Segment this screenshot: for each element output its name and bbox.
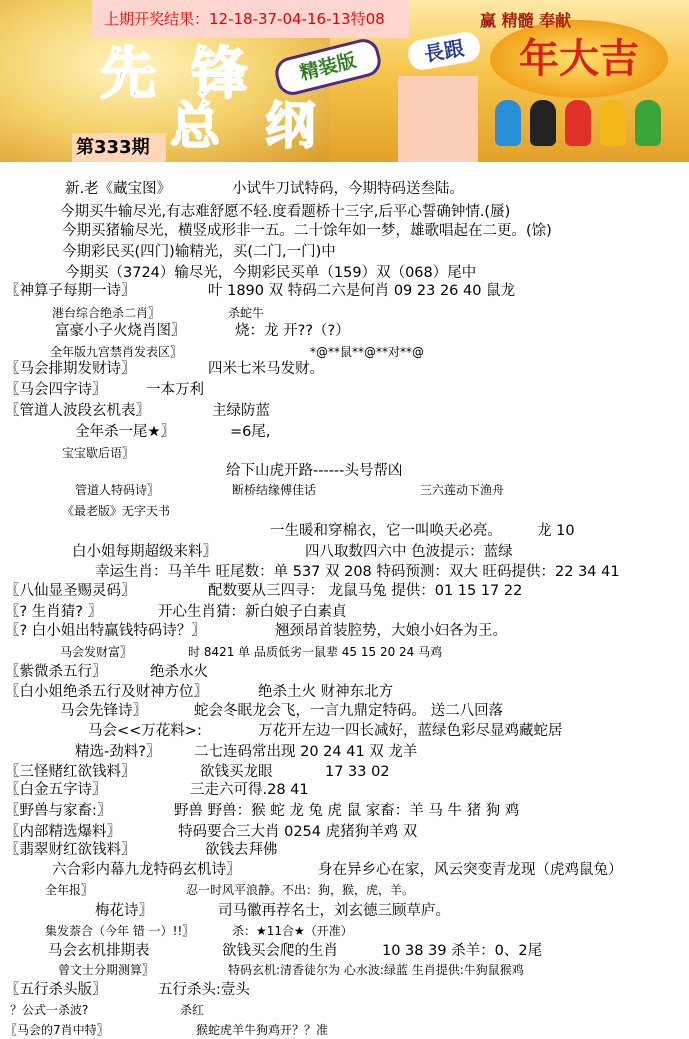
last-result: 上期开奖结果：12-18-37-04-16-13特08: [92, 0, 409, 38]
line-label: ？公式一杀波?: [10, 1003, 89, 1017]
issue-number: 第333期: [72, 133, 166, 162]
line-label: 精选-劲料?〗: [75, 744, 161, 760]
line-content: 杀：★11合★（开准）: [232, 924, 353, 938]
line-content: 10 38 39 杀羊：0、2尾: [382, 943, 543, 959]
line-label: 集发萘合（今年 错 一）!!〗: [45, 924, 195, 938]
line-label: 〖马会四字诗〗: [5, 382, 107, 398]
line-content: 忍一时风平浪静。不出：狗，猴，虎，羊。: [186, 883, 415, 897]
line-label: 富豪小子火烧肖图〗: [55, 323, 186, 339]
line-content: 三走六可得.28 41: [190, 782, 309, 798]
line-content: 特码要合三大肖 0254 虎猪狗羊鸡 双: [178, 824, 418, 840]
line-label: 〖管道人波段玄机表〗: [5, 403, 150, 419]
line-label: 《最老版》无字天书: [62, 504, 171, 518]
line-label: 白小姐每期超级来料〗: [72, 544, 217, 560]
line-label: 马会发财富〗: [60, 645, 133, 659]
line-content: 猴蛇虎羊牛狗鸡开？？准: [196, 1023, 329, 1037]
line-label: 一生暖和穿棉衣，它一叫唤天必亮。: [270, 523, 502, 539]
line-content: 叶 1890 双 特码二六是何肖 09 23 26 40 鼠龙: [208, 283, 516, 299]
line-content: 杀蛇牛: [228, 306, 265, 320]
banner-slogan: 赢 精髓 奉献: [480, 11, 572, 30]
line-content: 开心生肖猜：新白娘子白素貞: [158, 604, 347, 620]
line-label: 新.老《藏宝图》: [65, 181, 172, 197]
banner-title-line1: 先 锋: [100, 41, 256, 107]
line-content: 五行杀头:壹头: [158, 982, 250, 998]
line-content: 特码玄机:清香徒尔为 心水波:绿蓝 生肖提供:牛狗鼠猴鸡: [228, 963, 524, 977]
line-label: 〖神算子每期一诗〗: [5, 283, 136, 299]
line-content: 四米七米马发财。: [208, 361, 324, 377]
new-year-oval: 年大吉: [490, 20, 668, 98]
line-label: 港台综合绝杀二肖〗: [52, 306, 161, 320]
line-label: 今期买牛输尽光,有志难舒愿不轻.度看题桥十三字,后平心誓确钟情.(蜃): [60, 204, 511, 220]
line-content: 断桥结缘傅佳话: [232, 483, 317, 497]
line-label: 梅花诗〗: [95, 903, 153, 919]
line-label: 今期买（3724）输尽光，今期彩民买单（159）双（068）尾中: [65, 265, 477, 281]
line-content: 司马徽再荐名士，刘玄德三顾草庐。: [218, 903, 450, 919]
line-content: =6尾,: [230, 424, 271, 440]
line-label: 管道人特码诗〗: [75, 483, 160, 497]
line-content: 一本万利: [146, 382, 204, 398]
banner-patch: [398, 76, 478, 162]
line-label: 〖野兽与家畜:〗: [5, 803, 112, 819]
line-label: 〖内部精选爆料〗: [5, 824, 121, 840]
banner-title-line2: 总 纲: [170, 96, 330, 155]
line-content: 四八取数四六中 色波提示：蓝绿: [305, 544, 513, 560]
line-content: 身在异乡心在家，风云突变青龙现（虎鸡鼠兔）: [318, 862, 623, 878]
line-label: 幸运生肖：马羊牛 旺尾数：单 537 双 208 特码预测：双大 旺码提供：22 34 41: [95, 564, 620, 580]
line-label: 六合彩内幕九龙特码玄机诗〗: [52, 862, 241, 878]
line-label: 马会先锋诗〗: [60, 703, 147, 719]
line-content: 烧：龙 开??（?）: [235, 323, 350, 339]
line-label: 〖三怪赌红欲钱料〗: [5, 764, 136, 780]
line-content: 野兽 野兽：猴 蛇 龙 兔 虎 鼠 家畜：羊 马 牛 猪 狗 鸡: [174, 803, 520, 819]
line-label: 〖紫微杀五行〗: [5, 664, 107, 680]
line-content: 欲钱去拜佛: [205, 842, 278, 858]
line-content: 主绿防蓝: [212, 403, 270, 419]
line-label: 〖? 生肖猜? 〗: [5, 604, 103, 620]
line-label: 〖马会的7肖中特〗: [5, 1023, 109, 1037]
mascot-figure: [600, 100, 626, 146]
line-label: 全年杀一尾★〗: [75, 424, 175, 440]
mascot-figure: [495, 100, 521, 146]
line-content: 万花开左边一四长减好，蓝绿色彩尽显鸡藏蛇居: [258, 723, 563, 739]
line-content: 杀红: [180, 1003, 205, 1017]
line-content: 小试牛刀试特码，今期特码送叁陆。: [232, 181, 464, 197]
line-content: 三六莲动下渔舟: [420, 483, 505, 497]
mascot-figure: [530, 100, 556, 146]
line-label: 〖翡翠财红欲钱料〗: [5, 842, 136, 858]
line-label: 〖马会排期发财诗〗: [5, 361, 136, 377]
edition-badge: 精装版: [272, 36, 384, 99]
line-label: 今期买猪输尽光，横竖成形非一五。二十馀年如一梦，雄歌唱起在二更。(馀): [62, 223, 552, 239]
line-label: 今期彩民买(四门)输精光，买(二门,一门)中: [62, 244, 336, 260]
mascot-figure: [635, 100, 661, 146]
follow-badge: 長跟: [406, 30, 482, 72]
line-content: 时 8421 单 品质低劣一鼠辈 45 15 20 24 马鸡: [188, 645, 443, 659]
line-content: 欲钱买龙眼: [200, 764, 273, 780]
line-label: 全年版九宫禁肖发表区〗: [50, 345, 183, 359]
line-content: 欲钱买会爬的生肖: [222, 943, 338, 959]
line-content: 蛇会冬眠龙会飞，一言九鼎定特码。 送二八回落: [194, 703, 504, 719]
line-content: 绝杀土火 财神东北方: [258, 684, 394, 700]
line-label: 全年报〗: [45, 883, 94, 897]
line-label: 马会<<万花料>:: [88, 723, 202, 739]
line-label: 马会玄机排期表: [48, 943, 150, 959]
line-content: 配数要从三四寻： 龙鼠马兔 提供：01 15 17 22: [208, 583, 523, 599]
line-label: 〖八仙显圣赐灵码〗: [5, 583, 136, 599]
line-label: 〖五行杀头版〗: [5, 982, 107, 998]
header-banner: [0, 0, 689, 162]
mascot-figure: [565, 100, 591, 146]
line-label: 〖白小姐绝杀五行及财神方位〗: [5, 684, 208, 700]
line-content: 龙 10: [537, 523, 575, 539]
line-label: 曾文士分期测算〗: [58, 963, 155, 977]
line-label: 给下山虎开路------头号帮凶: [226, 463, 403, 479]
line-content: *@**鼠**@**对**@: [310, 345, 425, 359]
line-content: 翘颈昂首装腔势，大娘小妇各为王。: [275, 623, 507, 639]
line-content: 二七连码常出现 20 24 41 双 龙羊: [194, 744, 418, 760]
line-content: 绝杀水火: [150, 664, 208, 680]
line-label: 宝宝歇后语〗: [62, 446, 135, 460]
line-content: 17 33 02: [325, 764, 390, 780]
line-label: 〖白金五字诗〗: [5, 782, 107, 798]
line-label: 〖? 白小姐出特赢钱特码诗？〗: [5, 623, 206, 639]
